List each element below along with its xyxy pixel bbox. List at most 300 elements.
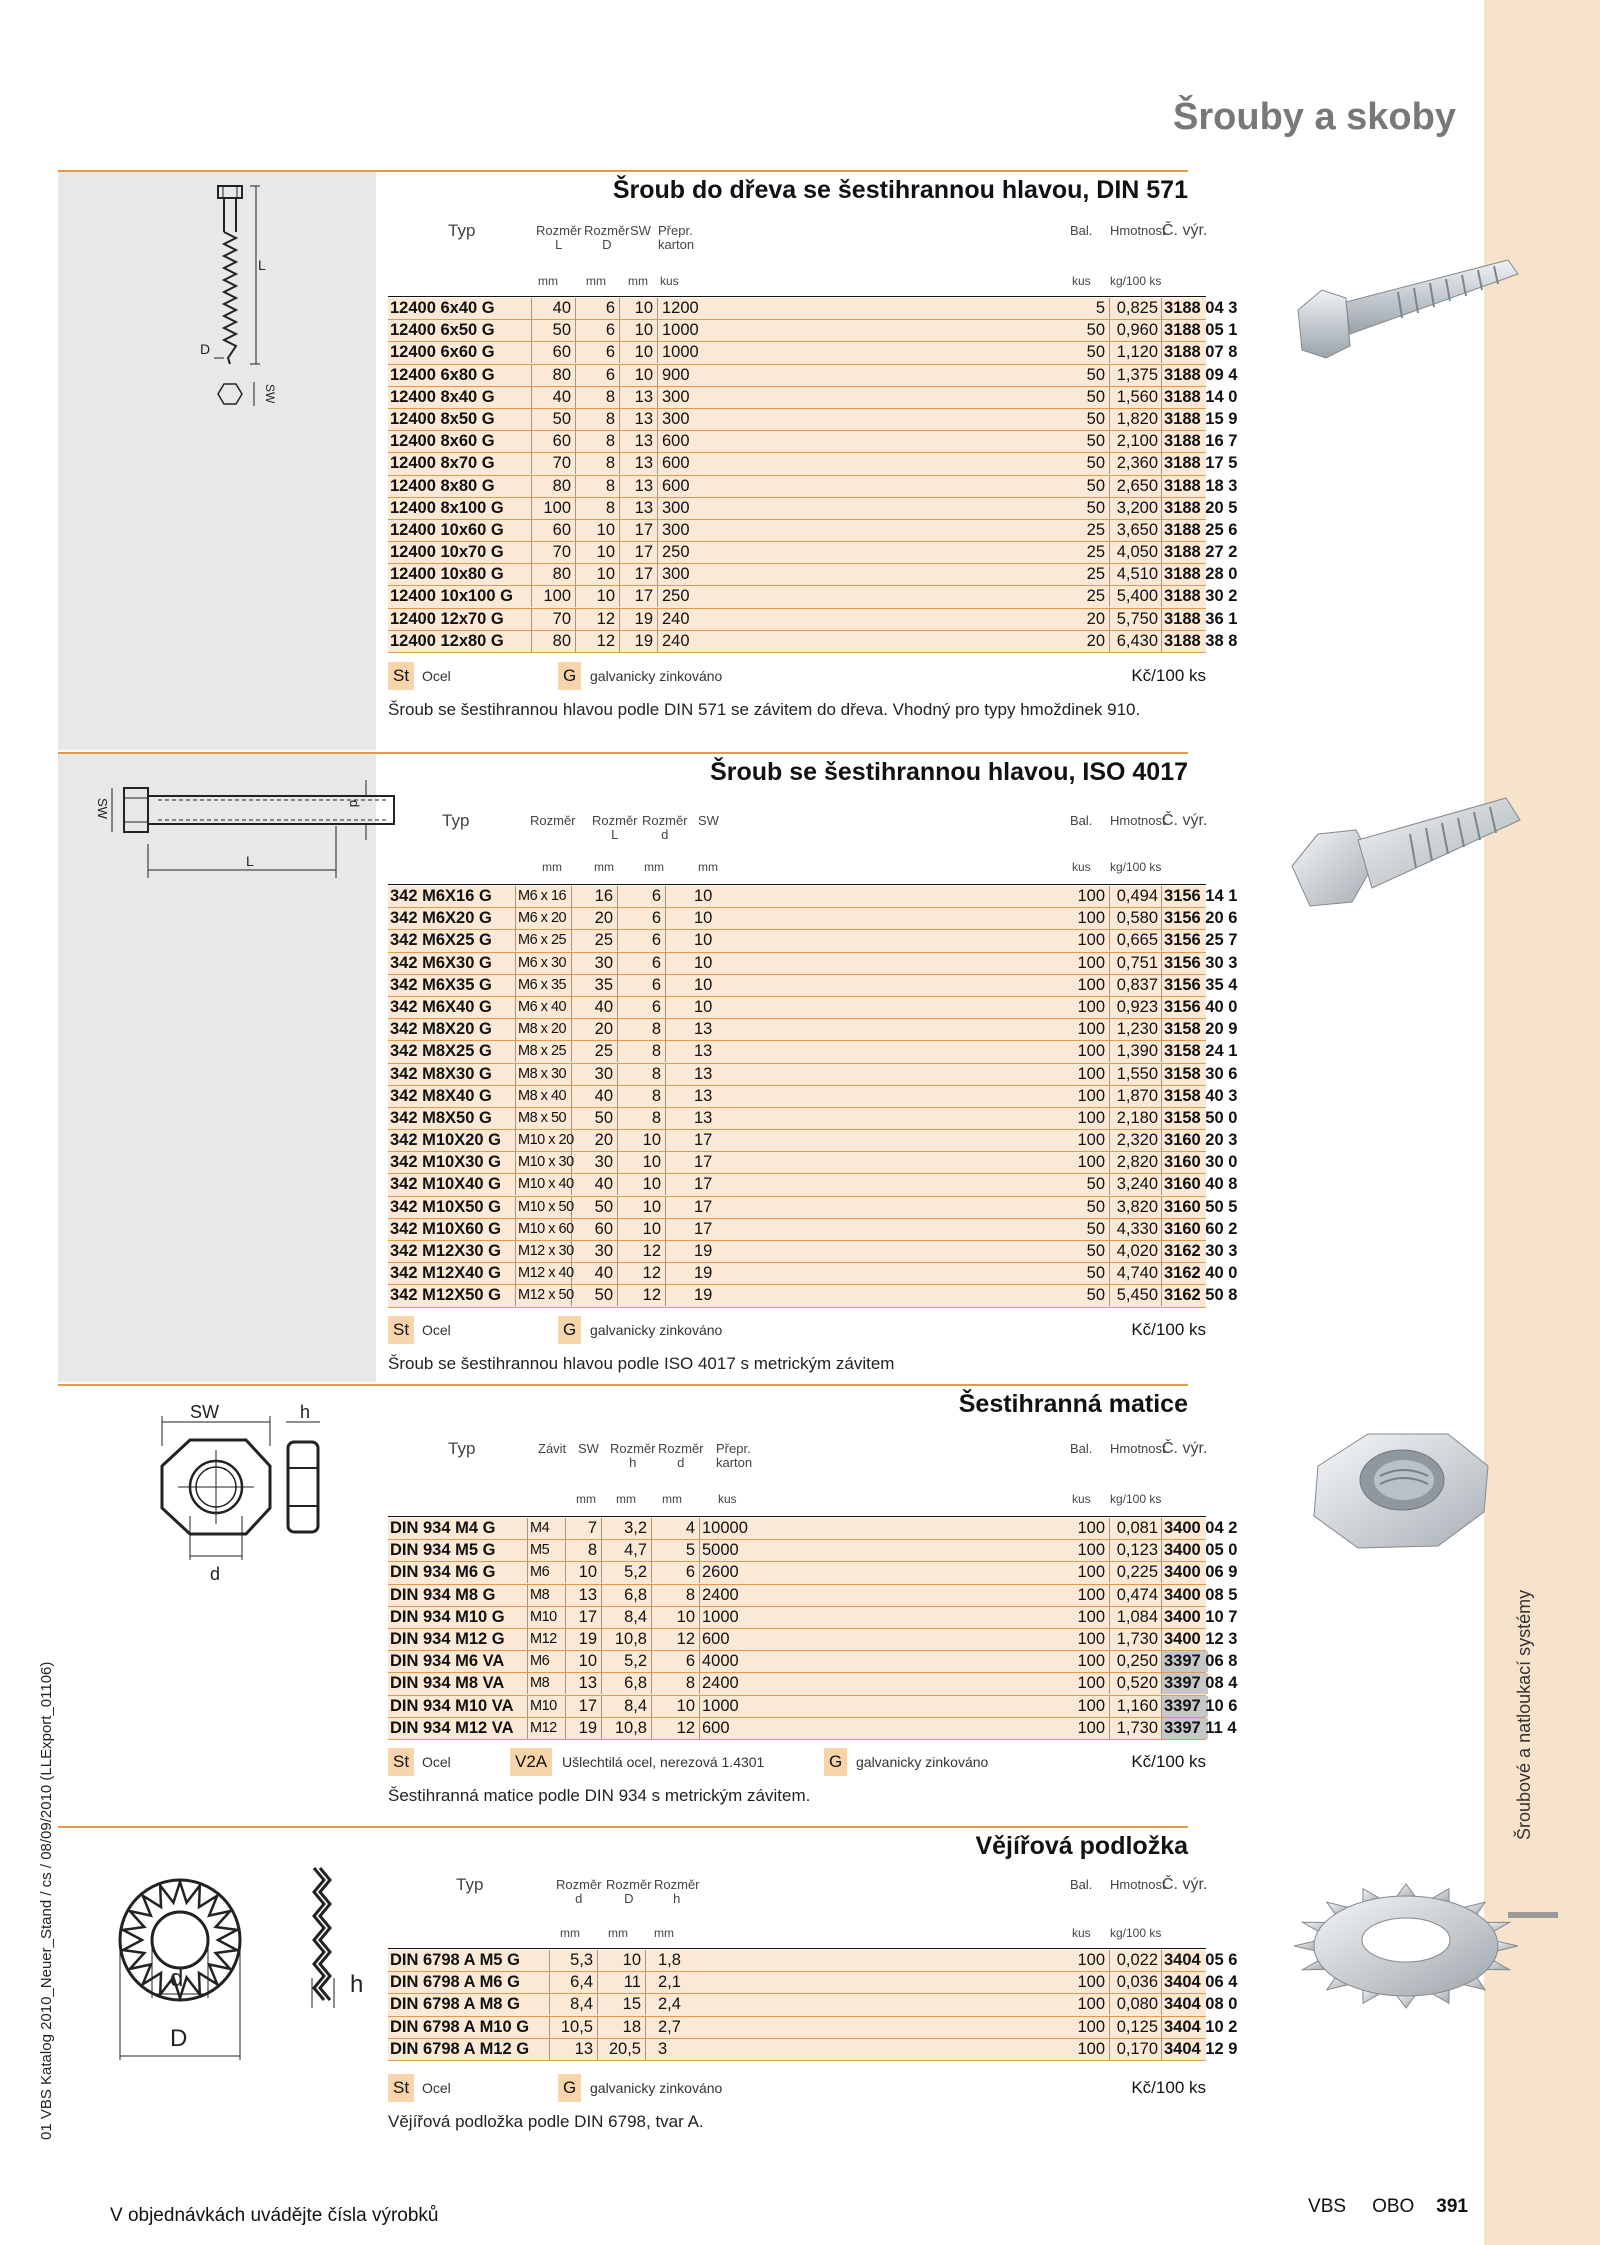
cell-size: M6 x 20	[516, 908, 572, 929]
cell-len: 100	[532, 586, 576, 607]
cell-D: 11	[598, 1972, 646, 1993]
label-h: h	[300, 1402, 311, 1422]
table-row	[388, 342, 1238, 364]
cell-weight: 0,250	[1110, 1651, 1162, 1672]
cell-thread: M5	[528, 1540, 566, 1561]
table-row	[388, 476, 1238, 498]
section-hex-bolt	[58, 752, 1238, 1382]
cell-dia: 8	[618, 1041, 666, 1062]
cell-thread: M6	[528, 1562, 566, 1583]
cell-size: M12 x 40	[516, 1263, 572, 1284]
cell-dia: 8	[576, 431, 620, 452]
cell-type: 12400 6x60 G	[388, 342, 532, 363]
description: Šroub se šestihrannou hlavou podle DIN 571 se závitem do dřeva. Vhodný pro typy hmoždinek 910.	[388, 700, 1141, 719]
cell-bal: 100	[1064, 1629, 1110, 1650]
cell-size: M10 x 60	[516, 1219, 572, 1240]
cell-sw: 19	[694, 1242, 713, 1260]
cell-article: 3160 50 5	[1164, 1197, 1238, 1216]
cell-bal: 50	[1064, 1174, 1110, 1195]
cell-sw: 13	[566, 1585, 602, 1606]
cell-weight: 1,390	[1110, 1041, 1162, 1062]
cell-bal: 100	[1064, 1562, 1110, 1583]
section-wood-screw	[58, 170, 1238, 750]
cell-type: 342 M8X50 G	[388, 1108, 516, 1129]
cell-d: 6	[652, 1651, 700, 1672]
table-row	[388, 409, 1238, 431]
cell-len: 30	[572, 1241, 618, 1262]
label-D: D	[170, 2025, 188, 2052]
cell-type: DIN 6798 A M10 G	[388, 2017, 550, 2038]
table-row	[388, 908, 1238, 930]
cell-dia: 6	[576, 320, 620, 341]
cell-len: 30	[572, 1152, 618, 1173]
table-row	[388, 320, 1238, 342]
cell-article: 3397 11 4	[1164, 1718, 1237, 1737]
label-d: d	[347, 800, 362, 808]
cell-h: 5,2	[602, 1562, 652, 1583]
label-sw: SW	[263, 384, 277, 404]
cell-bal: 100	[1064, 1673, 1110, 1694]
cell-dia: 10	[618, 1130, 666, 1151]
cell-len: 16	[572, 886, 618, 907]
section-body: Vějířová podložka Typ Rozměr d Rozměr D Rozměr h Bal. Hmotnost Č. výr. mm mm mm kus kg/100 ks DIN 6798 A M5 G 5,3 10 1,8 100 0,022 3404 05 6 DIN 6798 A M6 G 6,4 11 2,1 100 0,036 3404 06 4 DIN 6798 A M8 G 8,4 15 2,4 100 0,080 3404 08 0 DIN 6798 A M10 G 10,5 18 2,7 100 0,125 3404 10 2 DIN 6798 A M12 G 13 20,5 3 100 0,170 3404 12 9 St Ocel G galvanicky zinkováno Kč/100 ks Vějířová podložka podle DIN 6798, tvar A.	[388, 1832, 1238, 2131]
cell-article: 3158 50 0	[1164, 1108, 1238, 1127]
label-d: D	[200, 341, 211, 357]
cell-type: 342 M6X30 G	[388, 953, 516, 974]
cell-weight: 1,375	[1110, 365, 1162, 386]
cell-type: DIN 934 M10 VA	[388, 1696, 528, 1717]
cell-dia: 10	[618, 1219, 666, 1240]
cell-bal: 100	[1064, 1718, 1110, 1739]
cell-sw: 10	[694, 909, 713, 928]
cell-type: 12400 8x80 G	[388, 476, 532, 497]
table-row	[388, 520, 1238, 542]
cell-bal: 50	[1064, 431, 1110, 452]
table-row	[388, 1540, 1238, 1562]
cell-weight: 3,820	[1110, 1197, 1162, 1218]
cell-type: DIN 934 M5 G	[388, 1540, 528, 1561]
cell-type: 12400 6x40 G	[388, 298, 532, 319]
cell-len: 25	[572, 930, 618, 951]
cell-article: 3156 35 4	[1164, 975, 1238, 994]
cell-type: 12400 6x80 G	[388, 365, 532, 386]
product-table	[388, 1950, 1238, 2061]
cell-d: 6,4	[550, 1972, 598, 1993]
cell-bal: 100	[1064, 1518, 1110, 1539]
cell-type: DIN 6798 A M5 G	[388, 1950, 550, 1971]
cell-bal: 20	[1064, 631, 1110, 652]
cell-bal: 50	[1064, 1241, 1110, 1262]
cell-type: DIN 934 M4 G	[388, 1518, 528, 1539]
description: Šestihranná matice podle DIN 934 s metrickým závitem.	[388, 1786, 811, 1805]
cell-type: 342 M8X25 G	[388, 1041, 516, 1062]
cell-sw: 13	[620, 476, 658, 497]
cell-bal: 50	[1064, 1285, 1110, 1306]
cell-type: DIN 934 M8 VA	[388, 1673, 528, 1694]
cell-type: 342 M12X40 G	[388, 1263, 516, 1284]
cell-bal: 50	[1064, 320, 1110, 341]
cell-sw: 10	[694, 931, 713, 950]
cell-bal: 100	[1064, 930, 1110, 951]
cell-sw: 13	[566, 1673, 602, 1694]
label-sw: SW	[95, 798, 110, 819]
cell-article: 3158 30 6	[1164, 1064, 1238, 1083]
cell-h: 3,2	[602, 1518, 652, 1539]
cell-bal: 50	[1064, 453, 1110, 474]
cell-article: 3400 04 2	[1164, 1519, 1238, 1537]
cell-article: 3400 12 3	[1164, 1629, 1238, 1648]
table-row	[388, 586, 1238, 608]
cell-weight: 0,123	[1110, 1540, 1162, 1561]
cell-weight: 2,180	[1110, 1108, 1162, 1129]
cell-thread: M12	[528, 1718, 566, 1739]
cell-sw: 13	[620, 431, 658, 452]
cell-article: 3158 40 3	[1164, 1086, 1238, 1105]
cell-weight: 3,200	[1110, 498, 1162, 519]
cell-thread: M12	[528, 1629, 566, 1650]
cell-dia: 6	[576, 298, 620, 319]
cell-len: 40	[572, 1263, 618, 1284]
cell-len: 60	[532, 520, 576, 541]
cell-dia: 8	[576, 476, 620, 497]
cell-carton: 2600	[702, 1563, 739, 1582]
cell-len: 40	[532, 298, 576, 319]
cell-dia: 10	[576, 564, 620, 585]
section-title: Šroub se šestihrannou hlavou, ISO 4017	[710, 758, 1188, 786]
cell-weight: 1,550	[1110, 1064, 1162, 1085]
section-body: Šestihranná matice Typ Závit SW Rozměr h Rozměr d Přepr. karton Bal. Hmotnost Č. výr. mm mm mm kus kus kg/100 ks DIN 934 M4 G M4 7 3,2 4 10000 100 0,081 3400 04 2 DIN 934 M5 G M5 8 4,7 5 5000 100 0,123 3400 05 0 DIN 934 M6 G M6 10 5,2 6 2600 100 0,225 3400 06 9 DIN 934 M8 G M8 13 6,8 8 2400 100 0,474 3400 08 5 DIN 934 M10 G M10 17 8,4 10 1000 100 1,084 3400 10 7 DIN 934 M12 G M12 19 10,8 12 600 100 1,730 3400 12 3 DIN 934 M6 VA M6 10 5,2 6 4000 100 0,250 3397 06 8 DIN 934 M8 VA M8 13 6,8 8 2400 100 0,520 3397 08 4 DIN 934 M10 VA M10 17 8,4 10 1000 100 1,160 3397 10 6 DIN 934 M12 VA M12 19 10,8 12 600 100 1,730 3397 11 4 St Ocel V2A Ušlechtilá ocel, nerezová 1.4301 G galvanicky zinkováno Kč/100 ks Šestihranná matice podle DIN 934 s metrickým závitem.	[388, 1390, 1238, 1805]
cell-len: 30	[572, 1064, 618, 1085]
cell-len: 50	[572, 1285, 618, 1306]
cell-h: 2,1	[658, 1973, 681, 1992]
cell-article: 3188 25 6	[1164, 520, 1238, 539]
cell-type: 342 M12X30 G	[388, 1241, 516, 1262]
cell-type: 12400 8x70 G	[388, 453, 532, 474]
footer-brand	[1308, 2196, 1468, 2218]
cell-weight: 6,430	[1110, 631, 1162, 652]
cell-sw: 17	[694, 1219, 713, 1238]
cell-weight: 0,520	[1110, 1673, 1162, 1694]
cell-article: 3188 09 4	[1164, 365, 1238, 384]
cell-carton: 2400	[702, 1674, 739, 1693]
cell-d: 13	[550, 2039, 598, 2060]
cell-weight: 4,740	[1110, 1263, 1162, 1284]
cell-article: 3160 30 0	[1164, 1153, 1238, 1172]
cell-h: 5,2	[602, 1651, 652, 1672]
cell-weight: 1,230	[1110, 1019, 1162, 1040]
cell-len: 60	[532, 431, 576, 452]
cell-dia: 8	[576, 387, 620, 408]
cell-article: 3188 14 0	[1164, 387, 1238, 406]
table-row	[388, 1285, 1238, 1307]
cell-size: M8 x 30	[516, 1064, 572, 1085]
cell-type: 12400 8x40 G	[388, 387, 532, 408]
cell-weight: 2,820	[1110, 1152, 1162, 1173]
cell-article: 3158 24 1	[1164, 1042, 1238, 1061]
cell-weight: 2,650	[1110, 476, 1162, 497]
cell-type: 342 M6X25 G	[388, 930, 516, 951]
cell-bal: 100	[1064, 997, 1110, 1018]
cell-type: 342 M10X40 G	[388, 1174, 516, 1195]
drawing-washer	[58, 1828, 376, 2146]
cell-article: 3162 40 0	[1164, 1264, 1238, 1283]
cell-sw: 10	[620, 298, 658, 319]
cell-d: 10	[652, 1696, 700, 1717]
cell-bal: 100	[1064, 1019, 1110, 1040]
cell-bal: 100	[1064, 1041, 1110, 1062]
cell-dia: 6	[576, 365, 620, 386]
table-row	[388, 1718, 1237, 1740]
cell-sw: 17	[566, 1607, 602, 1628]
description: Šroub se šestihrannou hlavou podle ISO 4017 s metrickým závitem	[388, 1354, 895, 1373]
description: Vějířová podložka podle DIN 6798, tvar A.	[388, 2112, 704, 2131]
label-d: d	[170, 1965, 184, 1992]
table-row	[388, 1086, 1238, 1108]
cell-weight: 1,730	[1110, 1629, 1162, 1650]
cell-type: 342 M10X50 G	[388, 1197, 516, 1218]
section-body: Šroub se šestihrannou hlavou, ISO 4017 Typ Rozměr Rozměr L Rozměr d SW Bal. Hmotnost Č. výr. mm mm mm mm kus kg/100 ks 342 M6X16 G M6 x 16 16 6 10 100 0,494 3156 14 1 342 M6X20 G M6 x 20 20 6 10 100 0,580 3156 20 6 342 M6X25 G M6 x 25 25 6 10 100 0,665 3156 25 7 342 M6X30 G M6 x 30 30 6 10 100 0,751 3156 30 3 342 M6X35 G M6 x 35 35 6 10 100 0,837 3156 35 4 342 M6X40 G M6 x 40 40 6 10 100 0,923 3156 40 0 342 M8X20 G M8 x 20 20 8 13 100 1,230 3158 20 9 342 M8X25 G M8 x 25 25 8 13 100 1,390 3158 24 1 342 M8X30 G M8 x 30 30 8 13 100 1,550 3158 30 6 342 M8X40 G M8 x 40 40 8 13 100 1,870 3158 40 3 342 M8X50 G M8 x 50 50 8 13 100 2,180 3158 50 0 342 M10X20 G M10 x 20 20 10 17 100 2,320 3160 20 3 342 M10X30 G M10 x 30 30 10 17 100 2,820 3160 30 0 342 M10X40 G M10 x 40 40 10 17 50 3,240 3160 40 8 342 M10X50 G M10 x 50 50 10 17 50 3,820 3160 50 5 342 M10X60 G M10 x 60 60 10 17 50 4,330 3160 60 2 342 M12X30 G M12 x 30 30 12 19 50 4,020 3162 30 3 342 M12X40 G M12 x 40 40 12 19 50 4,740 3162 40 0 342 M12X50 G M12 x 50 50 12 19 50 5,450 3162 50 8 St Ocel G galvanicky zinkováno Kč/100 ks Šroub se šestihrannou hlavou podle ISO 4017 s metrickým závitem	[388, 758, 1238, 1373]
cell-article: 3160 20 3	[1164, 1131, 1238, 1150]
table-row	[388, 1263, 1238, 1285]
cell-thread: M10	[528, 1607, 566, 1628]
cell-d: 8	[652, 1585, 700, 1606]
cell-dia: 10	[618, 1197, 666, 1218]
product-table	[388, 298, 1238, 653]
table-row	[388, 1197, 1238, 1219]
cell-sw: 17	[694, 1175, 713, 1194]
cell-carton: 1000	[662, 343, 699, 362]
cell-dia: 6	[576, 342, 620, 363]
cell-article: 3156 14 1	[1164, 887, 1238, 905]
cell-type: 342 M8X40 G	[388, 1086, 516, 1107]
cell-type: 12400 10x60 G	[388, 520, 532, 541]
cell-dia: 6	[618, 886, 666, 907]
cell-size: M12 x 50	[516, 1285, 572, 1306]
cell-len: 25	[572, 1041, 618, 1062]
table-row	[388, 1518, 1238, 1540]
cell-sw: 17	[694, 1153, 713, 1172]
table-row	[388, 2017, 1238, 2039]
section-title: Šroub do dřeva se šestihrannou hlavou, DIN 571	[612, 176, 1188, 204]
cell-weight: 0,081	[1110, 1518, 1162, 1539]
cell-size: M8 x 20	[516, 1019, 572, 1040]
cell-bal: 100	[1064, 1950, 1110, 1971]
cell-article: 3162 50 8	[1164, 1286, 1238, 1305]
photo-wood-screw	[1288, 250, 1524, 360]
cell-weight: 1,870	[1110, 1086, 1162, 1107]
side-label	[1514, 1780, 1534, 1840]
cell-article: 3397 10 6	[1164, 1696, 1238, 1715]
cell-bal: 100	[1064, 1130, 1110, 1151]
cell-article: 3400 08 5	[1164, 1585, 1238, 1604]
cell-type: 342 M10X60 G	[388, 1219, 516, 1240]
cell-type: 12400 8x50 G	[388, 409, 532, 430]
cell-sw: 13	[694, 1086, 713, 1105]
cell-bal: 25	[1064, 564, 1110, 585]
cell-D: 15	[598, 1994, 646, 2015]
cell-thread: M8	[528, 1673, 566, 1694]
cell-weight: 0,474	[1110, 1585, 1162, 1606]
cell-sw: 13	[620, 387, 658, 408]
cell-weight: 3,650	[1110, 520, 1162, 541]
cell-type: DIN 934 M6 VA	[388, 1651, 528, 1672]
cell-type: 12400 10x80 G	[388, 564, 532, 585]
cell-dia: 12	[618, 1263, 666, 1284]
cell-article: 3404 08 0	[1164, 1995, 1238, 2014]
cell-sw: 13	[694, 1042, 713, 1061]
cell-size: M8 x 50	[516, 1108, 572, 1129]
cell-sw: 17	[620, 542, 658, 563]
cell-dia: 12	[618, 1241, 666, 1262]
cell-carton: 240	[662, 609, 690, 628]
cell-len: 60	[532, 342, 576, 363]
table-row	[388, 1629, 1238, 1651]
cell-weight: 0,580	[1110, 908, 1162, 929]
cell-type: 12400 8x60 G	[388, 431, 532, 452]
cell-weight: 0,080	[1110, 1994, 1162, 2015]
cell-weight: 0,751	[1110, 953, 1162, 974]
table-row	[388, 365, 1238, 387]
cell-article: 3188 04 3	[1164, 299, 1238, 317]
cell-h: 2,4	[658, 1995, 681, 2014]
cell-dia: 10	[576, 520, 620, 541]
cell-thread: M4	[528, 1518, 566, 1539]
legend: St Ocel G galvanicky zinkováno Kč/100 ks	[388, 2074, 1206, 2102]
cell-type: 12400 10x100 G	[388, 586, 532, 607]
cell-dia: 8	[576, 498, 620, 519]
cell-h: 10,8	[602, 1718, 652, 1739]
cell-weight: 5,450	[1110, 1285, 1162, 1306]
table-row	[388, 1585, 1238, 1607]
cell-sw: 19	[694, 1264, 713, 1283]
cell-dia: 8	[576, 453, 620, 474]
table-row	[388, 975, 1238, 997]
cell-bal: 100	[1064, 1064, 1110, 1085]
cell-sw: 19	[566, 1718, 602, 1739]
footer-note: V objednávkách uvádějte čísla výrobků	[110, 2205, 439, 2226]
cell-sw: 17	[694, 1197, 713, 1216]
table-row	[388, 298, 1238, 320]
cell-sw: 17	[620, 520, 658, 541]
cell-d: 10	[652, 1607, 700, 1628]
cell-carton: 250	[662, 587, 690, 606]
table-row	[388, 1673, 1238, 1695]
drawing-hex-bolt	[58, 754, 376, 1382]
cell-article: 3160 60 2	[1164, 1219, 1238, 1238]
table-row	[388, 1219, 1238, 1241]
cell-size: M6 x 40	[516, 997, 572, 1018]
table-row	[388, 886, 1238, 908]
cell-carton: 1000	[662, 321, 699, 340]
cell-article: 3188 30 2	[1164, 587, 1238, 606]
cell-type: 12400 6x50 G	[388, 320, 532, 341]
cell-sw: 8	[566, 1540, 602, 1561]
cell-weight: 4,020	[1110, 1241, 1162, 1262]
cell-size: M6 x 30	[516, 953, 572, 974]
cell-D: 10	[598, 1950, 646, 1971]
cell-article: 3188 36 1	[1164, 609, 1238, 628]
cell-bal: 20	[1064, 609, 1110, 630]
cell-bal: 50	[1064, 1197, 1110, 1218]
cell-bal: 5	[1064, 298, 1110, 319]
photo-hex-bolt	[1288, 780, 1524, 940]
table-row	[388, 1696, 1238, 1718]
table-row	[388, 1950, 1238, 1972]
cell-size: M8 x 40	[516, 1086, 572, 1107]
legend: St Ocel G galvanicky zinkováno Kč/100 ks	[388, 662, 1206, 690]
cell-type: 342 M10X30 G	[388, 1152, 516, 1173]
cell-len: 70	[532, 542, 576, 563]
table-row	[388, 2039, 1238, 2061]
cell-size: M10 x 40	[516, 1174, 572, 1195]
cell-type: 342 M6X35 G	[388, 975, 516, 996]
cell-len: 70	[532, 453, 576, 474]
cell-dia: 6	[618, 953, 666, 974]
cell-dia: 10	[618, 1174, 666, 1195]
cell-size: M6 x 35	[516, 975, 572, 996]
cell-h: 3	[658, 2039, 668, 2058]
cell-d: 10,5	[550, 2017, 598, 2038]
cell-type: DIN 934 M10 G	[388, 1607, 528, 1628]
cell-carton: 600	[662, 432, 690, 451]
cell-len: 80	[532, 564, 576, 585]
cell-type: 12400 8x100 G	[388, 498, 532, 519]
cell-sw: 10	[694, 975, 713, 994]
cell-d: 8,4	[550, 1994, 598, 2015]
cell-weight: 0,125	[1110, 2017, 1162, 2038]
cell-dia: 12	[576, 631, 620, 652]
cell-weight: 0,825	[1110, 298, 1162, 319]
table-row	[388, 609, 1238, 631]
cell-bal: 100	[1064, 886, 1110, 907]
cell-type: 342 M6X16 G	[388, 886, 516, 907]
page-number: 391	[1436, 2196, 1468, 2217]
cell-len: 50	[572, 1108, 618, 1129]
cell-len: 40	[572, 1174, 618, 1195]
photo-hex-nut	[1288, 1426, 1524, 1556]
cell-bal: 50	[1064, 1263, 1110, 1284]
cell-len: 80	[532, 631, 576, 652]
cell-len: 50	[532, 320, 576, 341]
cell-len: 100	[532, 498, 576, 519]
cell-carton: 300	[662, 387, 690, 406]
cell-len: 50	[572, 1197, 618, 1218]
cell-article: 3158 20 9	[1164, 1020, 1238, 1039]
table-row	[388, 1651, 1238, 1673]
cell-bal: 50	[1064, 365, 1110, 386]
cell-dia: 10	[576, 586, 620, 607]
table-row	[388, 1152, 1238, 1174]
label-d: d	[210, 1564, 221, 1584]
cell-bal: 100	[1064, 1108, 1110, 1129]
cell-article: 3188 15 9	[1164, 409, 1238, 428]
cell-sw: 10	[566, 1562, 602, 1583]
cell-len: 35	[572, 975, 618, 996]
cell-D: 18	[598, 2017, 646, 2038]
cell-weight: 1,730	[1110, 1718, 1162, 1739]
cell-article: 3404 06 4	[1164, 1973, 1238, 1992]
cell-weight: 0,022	[1110, 1950, 1162, 1971]
cell-h: 1,8	[658, 1951, 681, 1969]
cell-h: 10,8	[602, 1629, 652, 1650]
cell-bal: 100	[1064, 1696, 1110, 1717]
cell-type: 12400 10x70 G	[388, 542, 532, 563]
cell-h: 2,7	[658, 2017, 681, 2036]
photo-washer	[1288, 1876, 1524, 2016]
cell-sw: 17	[566, 1696, 602, 1717]
cell-dia: 8	[576, 409, 620, 430]
cell-dia: 10	[618, 1152, 666, 1173]
